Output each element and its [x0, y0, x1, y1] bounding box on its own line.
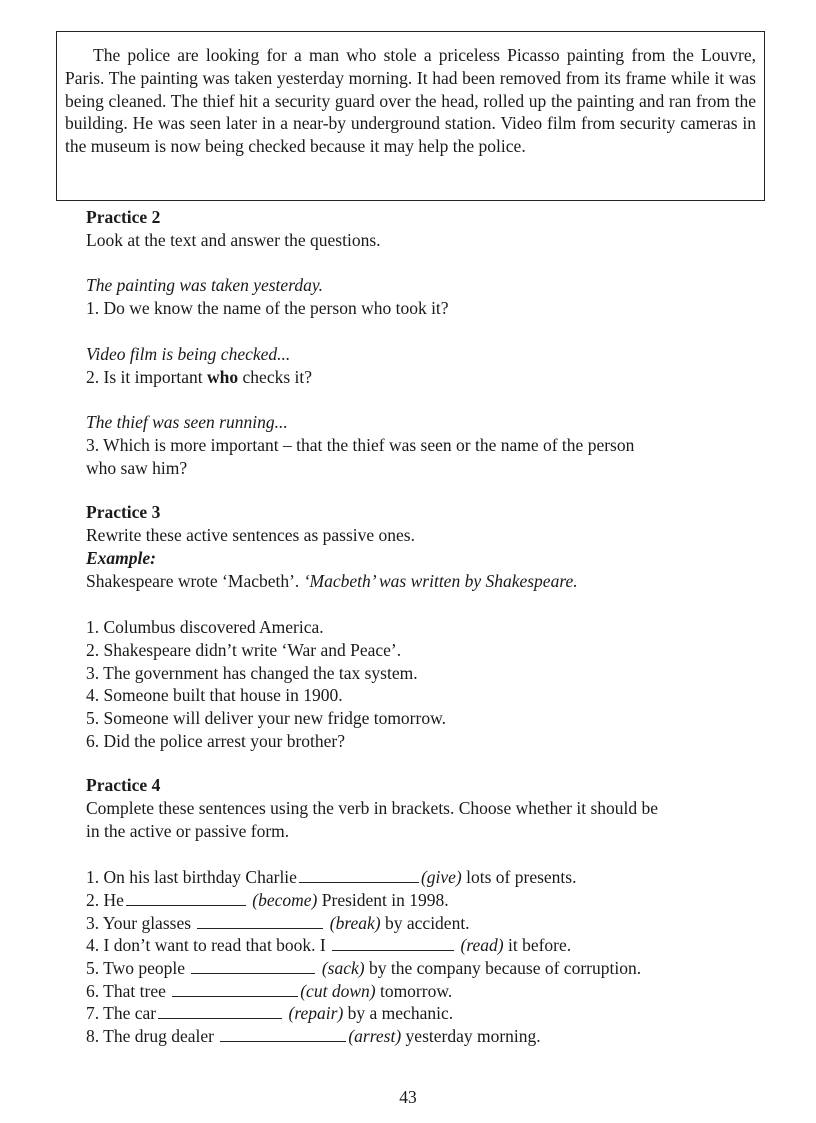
practice3-item-5: 5. Someone will deliver your new fridge tomorrow.: [86, 708, 446, 728]
practice4-item-7: 7. The car (repair) by a mechanic.: [86, 1003, 454, 1023]
practice4-item-1: 1. On his last birthday Charlie (give) lots of presents.: [86, 867, 577, 887]
practice4-heading: Practice 4: [86, 775, 161, 795]
practice2-cue-3: The thief was seen running...: [86, 412, 288, 432]
practice2-heading: Practice 2: [86, 207, 161, 227]
practice4-item-6: 6. That tree (cut down) tomorrow.: [86, 981, 453, 1001]
answer-blank-4: [332, 936, 454, 951]
practice4-item-2: 2. He (become) President in 1998.: [86, 890, 449, 910]
practice4-item-8: 8. The drug dealer (arrest) yesterday morning.: [86, 1026, 541, 1046]
practice3-example-label: Example:: [86, 548, 156, 568]
practice4-instruction-line2: in the active or passive form.: [86, 821, 290, 841]
practice2-cue-2: Video film is being checked...: [86, 344, 291, 364]
answer-blank-2: [126, 891, 246, 906]
practice3-example: Shakespeare wrote ‘Macbeth’. ‘Macbeth’ was written by Shakespeare.: [86, 571, 578, 591]
reading-passage-text: The police are looking for a man who stole a priceless Picasso painting from the Louvre, Paris. The painting was taken yesterday morning. It had been removed from its frame while it was being cleaned. The thief hit a security guard over the head, rolled up the painting and ran from the building. He was seen later in a near-by underground station. Video film from security cameras in the museum is now being checked because it may help the police.: [65, 45, 756, 157]
practice2-cue-1: The painting was taken yesterday.: [86, 275, 324, 295]
practice3-instruction: Rewrite these active sentences as passive ones.: [86, 525, 415, 545]
practice2-instruction: Look at the text and answer the questions.: [86, 230, 381, 250]
answer-blank-8: [220, 1027, 346, 1042]
practice3-item-1: 1. Columbus discovered America.: [86, 617, 324, 637]
practice3-item-2: 2. Shakespeare didn’t write ‘War and Peace’.: [86, 640, 402, 660]
answer-blank-3: [197, 914, 323, 929]
practice4-instruction-line1: Complete these sentences using the verb in brackets. Choose whether it should be: [86, 798, 659, 818]
practice3-item-3: 3. The government has changed the tax system.: [86, 663, 418, 683]
practice3-item-6: 6. Did the police arrest your brother?: [86, 731, 346, 751]
answer-blank-1: [299, 868, 419, 883]
practice4-item-3: 3. Your glasses (break) by accident.: [86, 913, 470, 933]
practice2-question-3-line2: who saw him?: [86, 458, 188, 478]
practice3-heading: Practice 3: [86, 502, 161, 522]
practice4-item-4: 4. I don’t want to read that book. I (read) it before.: [86, 935, 572, 955]
reading-passage-box: [56, 31, 765, 201]
practice2-question-1: 1. Do we know the name of the person who took it?: [86, 298, 449, 318]
practice4-item-5: 5. Two people (sack) by the company because of corruption.: [86, 958, 642, 978]
practice3-item-4: 4. Someone built that house in 1900.: [86, 685, 343, 705]
answer-blank-6: [172, 982, 298, 997]
answer-blank-7: [158, 1004, 282, 1019]
answer-blank-5: [191, 959, 315, 974]
practice2-question-3-line1: 3. Which is more important – that the thief was seen or the name of the person: [86, 435, 635, 455]
practice2-question-2: 2. Is it important who checks it?: [86, 367, 313, 387]
page-number: 43: [399, 1087, 417, 1107]
